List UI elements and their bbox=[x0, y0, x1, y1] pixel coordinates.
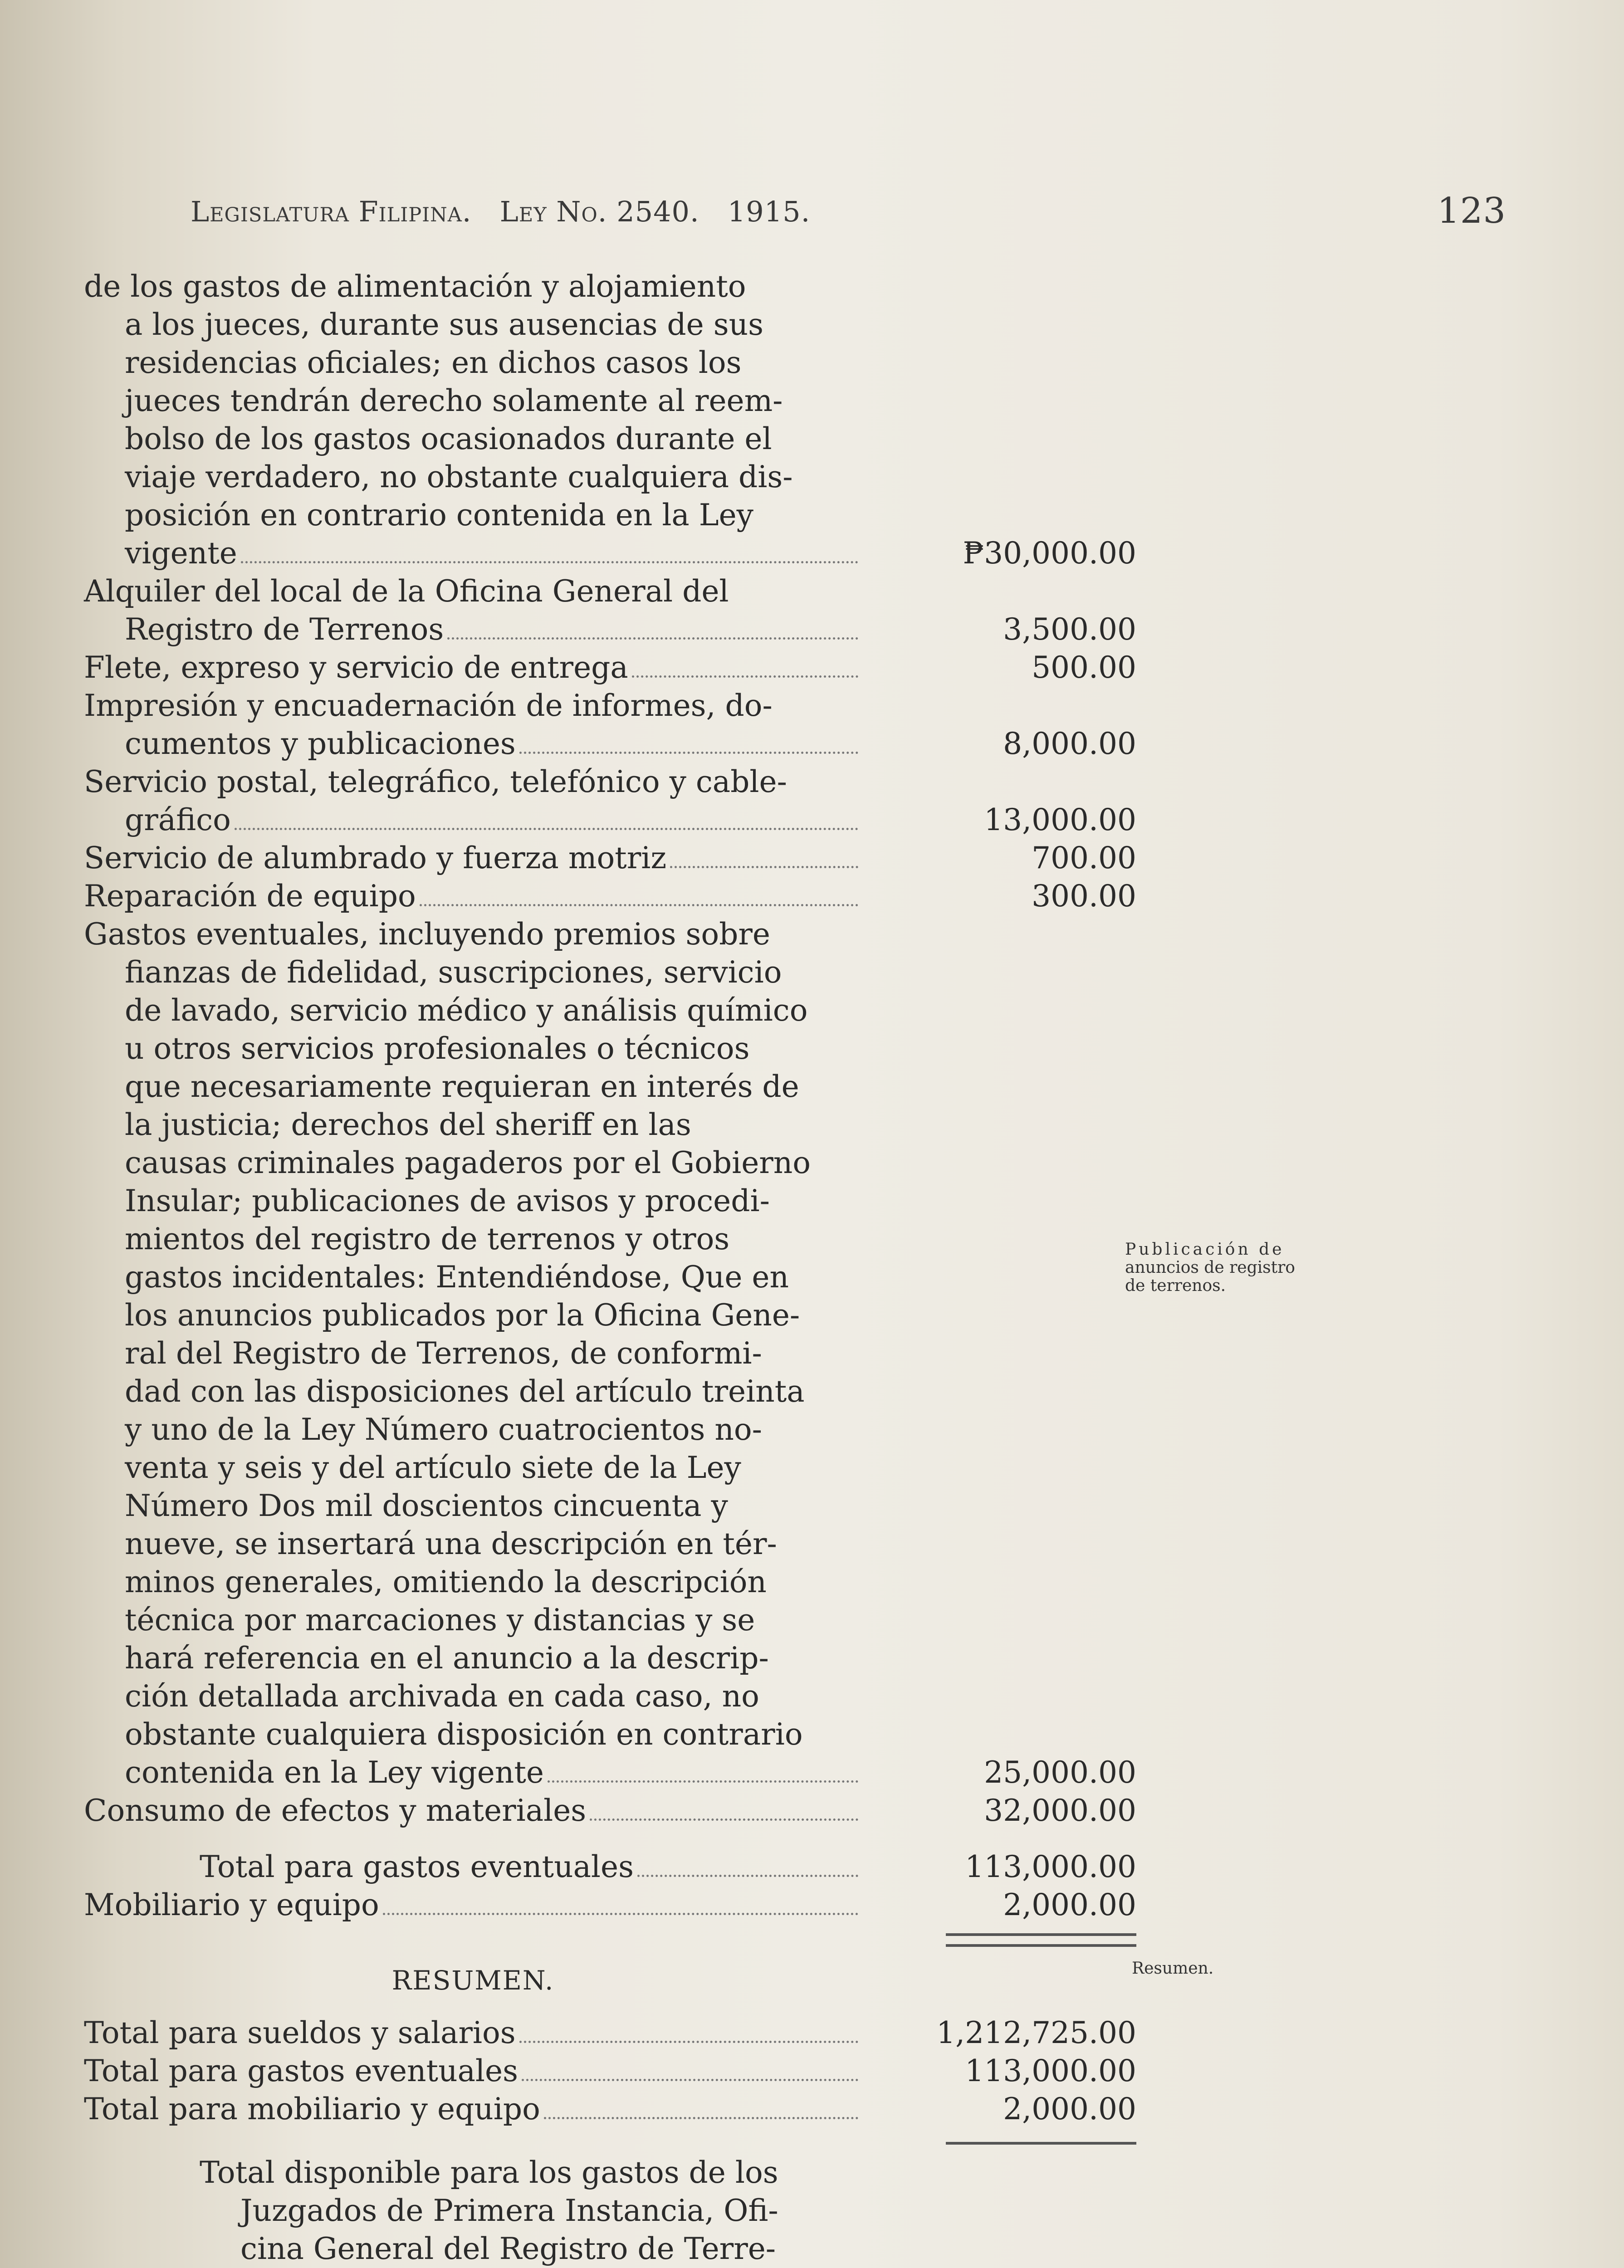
item-description bbox=[84, 2090, 862, 2128]
description-line: Alquiler del local de la Oficina General del bbox=[84, 574, 729, 609]
description-last-line: Total para gastos eventuales bbox=[200, 1849, 634, 1884]
margin-note-line: anuncios de registro bbox=[1125, 1258, 1295, 1277]
item-amount: 32,000.00 bbox=[984, 1793, 1136, 1828]
dot-leader bbox=[447, 637, 858, 640]
description-line: y uno de la Ley Número cuatrocientos no- bbox=[125, 1412, 762, 1447]
item-amount: 13,000.00 bbox=[984, 802, 1136, 837]
description-line: Total disponible para los gastos de los bbox=[200, 2155, 778, 2190]
double-rule bbox=[946, 1933, 1136, 1947]
item-description bbox=[84, 839, 862, 877]
description-last-line: Total para gastos eventuales bbox=[84, 2053, 518, 2088]
description-line: posición en contrario contenida en la Ley bbox=[125, 498, 753, 533]
appropriation-item bbox=[84, 572, 1136, 649]
appropriation-item bbox=[84, 1886, 1136, 1924]
margin-note-line: Publicación de bbox=[1125, 1240, 1285, 1259]
appropriation-item bbox=[84, 763, 1136, 839]
description-last-line: Consumo de efectos y materiales bbox=[84, 1793, 587, 1828]
appropriation-item bbox=[84, 839, 1136, 877]
appropriation-item bbox=[84, 877, 1136, 915]
item-description bbox=[84, 1886, 862, 1924]
item-description bbox=[84, 2052, 862, 2090]
description-line: Insular; publicaciones de avisos y procedi- bbox=[125, 1183, 770, 1218]
appropriation-item bbox=[84, 915, 1136, 1792]
item-description bbox=[84, 572, 862, 649]
appropriation-item bbox=[84, 2052, 1136, 2090]
dot-leader bbox=[383, 1913, 858, 1915]
description-last-line: cumentos y publicaciones bbox=[125, 726, 516, 761]
item-description bbox=[84, 268, 862, 572]
description-line: jueces tendrán derecho solamente al reem- bbox=[125, 383, 783, 418]
item-description bbox=[84, 2154, 862, 2268]
item-amount: 700.00 bbox=[1032, 841, 1136, 875]
dot-leader bbox=[590, 1818, 858, 1821]
description-line: mientos del registro de terrenos y otros bbox=[125, 1222, 730, 1256]
appropriation-item bbox=[84, 2154, 1136, 2268]
appropriation-item bbox=[84, 1848, 1136, 1886]
description-last-line: Total para mobiliario y equipo bbox=[84, 2092, 540, 2126]
item-description bbox=[84, 877, 862, 915]
item-amount: 2,000.00 bbox=[1003, 2092, 1136, 2126]
resumen-heading: RESUMEN. bbox=[391, 1965, 554, 1996]
description-last-line: vigente bbox=[125, 536, 237, 571]
description-line: Impresión y encuadernación de informes, do- bbox=[84, 688, 773, 723]
item-amount: 113,000.00 bbox=[965, 1849, 1136, 1884]
description-last-line: Flete, expreso y servicio de entrega bbox=[84, 650, 628, 685]
dot-leader bbox=[637, 1875, 858, 1877]
description-line: de lavado, servicio médico y análisis químico bbox=[125, 993, 808, 1028]
description-line: bolso de los gastos ocasionados durante el bbox=[125, 421, 772, 456]
description-line: a los jueces, durante sus ausencias de sus bbox=[125, 307, 763, 342]
dot-leader bbox=[241, 561, 858, 563]
description-line: obstante cualquiera disposición en contrario bbox=[125, 1717, 803, 1752]
item-description bbox=[84, 915, 862, 1792]
item-description bbox=[84, 763, 862, 839]
item-description bbox=[84, 649, 862, 687]
description-line: residencias oficiales; en dichos casos los bbox=[125, 345, 742, 380]
description-line: viaje verdadero, no obstante cualquiera dis- bbox=[125, 459, 793, 494]
description-line: técnica por marcaciones y distancias y se bbox=[125, 1603, 755, 1637]
dot-leader bbox=[519, 2041, 858, 2043]
description-line: cina General del Registro de Terre- bbox=[240, 2231, 776, 2266]
dot-leader bbox=[235, 828, 858, 830]
item-description bbox=[84, 1848, 862, 1886]
description-last-line: Servicio de alumbrado y fuerza motriz bbox=[84, 841, 667, 875]
description-line: los anuncios publicados por la Oficina Gene- bbox=[125, 1298, 800, 1333]
description-line: nueve, se insertará una descripción en tér- bbox=[125, 1526, 777, 1561]
appropriation-item bbox=[84, 649, 1136, 687]
description-last-line: gráfico bbox=[125, 802, 231, 837]
description-line: Gastos eventuales, incluyendo premios sobre bbox=[84, 917, 770, 952]
description-line: gastos incidentales: Entendiéndose, Que en bbox=[125, 1260, 789, 1295]
item-amount: 500.00 bbox=[1032, 650, 1136, 685]
appropriation-list bbox=[84, 268, 1136, 2268]
description-line: Servicio postal, telegráfico, telefónico y cable- bbox=[84, 764, 787, 799]
description-line: u otros servicios profesionales o técnicos bbox=[125, 1031, 750, 1066]
running-header bbox=[191, 191, 1506, 245]
item-amount: 8,000.00 bbox=[1003, 726, 1136, 761]
description-line: de los gastos de alimentación y alojamiento bbox=[84, 269, 746, 304]
appropriation-item bbox=[84, 1792, 1136, 1830]
appropriation-item bbox=[84, 2014, 1136, 2052]
description-last-line: Reparación de equipo bbox=[84, 879, 416, 914]
item-amount: 300.00 bbox=[1032, 879, 1136, 914]
item-description bbox=[84, 687, 862, 763]
item-description bbox=[84, 1792, 862, 1830]
dot-leader bbox=[519, 752, 858, 754]
description-last-line: Registro de Terrenos bbox=[125, 612, 444, 647]
margin-note-publicacion bbox=[1125, 1241, 1295, 1295]
total-rule bbox=[946, 2142, 1136, 2145]
description-line: fianzas de fidelidad, suscripciones, servicio bbox=[125, 955, 782, 990]
item-amount: 1,212,725.00 bbox=[936, 2015, 1136, 2050]
description-line: Juzgados de Primera Instancia, Ofi- bbox=[240, 2193, 778, 2228]
dot-leader bbox=[632, 675, 858, 678]
dot-leader bbox=[670, 866, 858, 868]
page-number: 123 bbox=[1437, 191, 1506, 231]
description-line: minos generales, omitiendo la descripción bbox=[125, 1564, 767, 1599]
margin-note-resumen: Resumen. bbox=[1132, 1959, 1214, 1978]
dot-leader bbox=[522, 2079, 858, 2081]
description-line: venta y seis y del artículo siete de la Ley bbox=[125, 1450, 741, 1485]
description-last-line: contenida en la Ley vigente bbox=[125, 1755, 544, 1790]
description-line: la justicia; derechos del sheriff en las bbox=[125, 1107, 691, 1142]
dot-leader bbox=[420, 904, 858, 906]
appropriation-item bbox=[84, 687, 1136, 763]
running-title: Legislatura Filipina. Ley No. 2540. 1915. bbox=[191, 195, 811, 228]
item-amount: 3,500.00 bbox=[1003, 612, 1136, 647]
dot-leader bbox=[544, 2117, 858, 2119]
item-amount: 25,000.00 bbox=[984, 1755, 1136, 1790]
description-last-line: Total para sueldos y salarios bbox=[84, 2015, 516, 2050]
description-line: dad con las disposiciones del artículo treinta bbox=[125, 1374, 805, 1409]
description-line: que necesariamente requieran en interés de bbox=[125, 1069, 799, 1104]
item-amount: ₱30,000.00 bbox=[963, 536, 1136, 571]
description-line: ción detallada archivada en cada caso, no bbox=[125, 1679, 759, 1714]
description-line: causas criminales pagaderos por el Gobierno bbox=[125, 1145, 811, 1180]
description-line: Número Dos mil doscientos cincuenta y bbox=[125, 1488, 728, 1523]
description-last-line: Mobiliario y equipo bbox=[84, 1887, 379, 1922]
item-amount: 113,000.00 bbox=[965, 2053, 1136, 2088]
description-line: ral del Registro de Terrenos, de conformi- bbox=[125, 1336, 762, 1371]
dot-leader bbox=[548, 1780, 858, 1783]
description-line: hará referencia en el anuncio a la descrip- bbox=[125, 1641, 769, 1676]
item-description bbox=[84, 2014, 862, 2052]
appropriation-item bbox=[84, 2090, 1136, 2128]
margin-note-line: de terrenos. bbox=[1125, 1276, 1226, 1295]
item-amount: 2,000.00 bbox=[1003, 1887, 1136, 1922]
appropriation-item bbox=[84, 268, 1136, 572]
